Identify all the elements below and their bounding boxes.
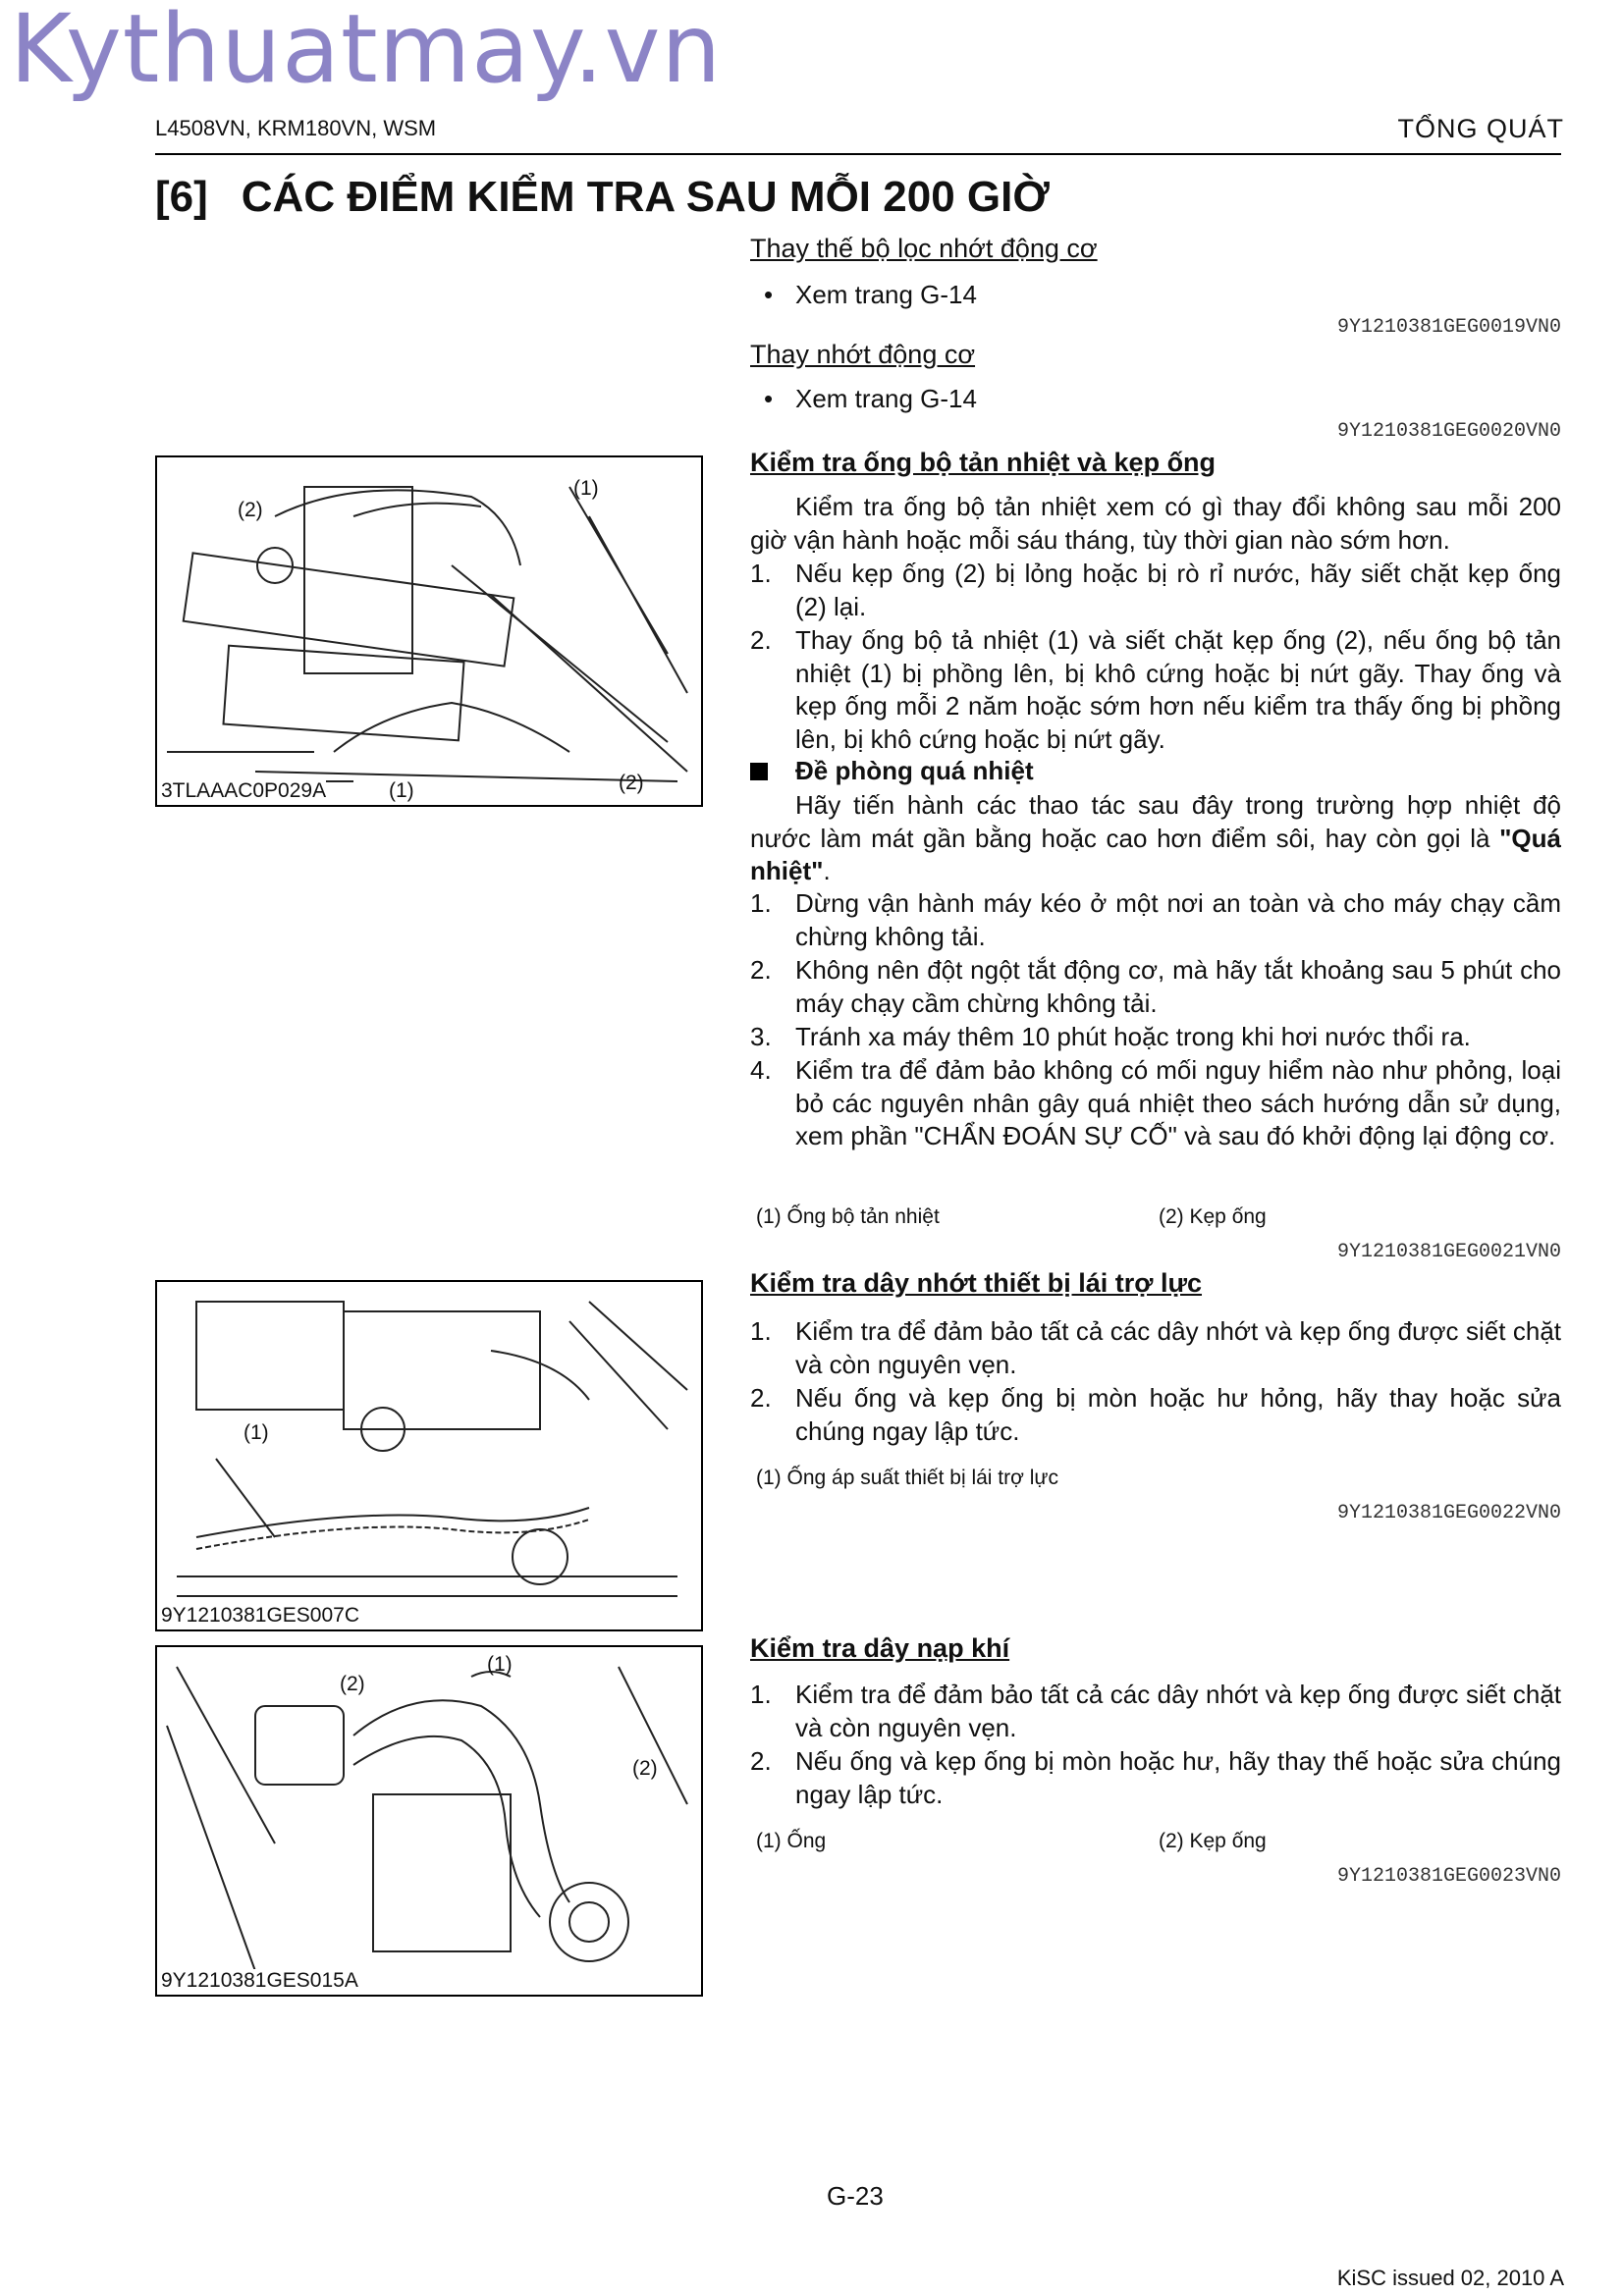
list-item [750, 887, 1561, 953]
list-number: 1. [750, 1680, 772, 1709]
list-item [750, 1021, 1561, 1054]
list-item-text: Xem trang G-14 [795, 280, 977, 309]
list-item [750, 1054, 1561, 1153]
section-heading-power-steering: Kiểm tra dây nhớt thiết bị lái trợ lực [750, 1268, 1203, 1298]
list-item-text: Kiểm tra để đảm bảo tất cả các dây nhớt và kẹp ống được siết chặt và còn nguyên vẹn. [795, 1316, 1561, 1379]
section-heading-oil-filter: Thay thế bộ lọc nhớt động cơ [750, 234, 1098, 263]
subheading-text: Đề phòng quá nhiệt [795, 756, 1034, 785]
legend-item: (1) Ống [756, 1830, 827, 1852]
list-number: 2. [750, 1383, 772, 1413]
overheat-intro: Hãy tiến hành các thao tác sau đây trong trường hợp nhiệt độ nước làm mát gần bằng hoặc cao hơn điểm sôi, hay còn gọi là [750, 790, 1561, 853]
intake-hose-drawing [157, 1647, 701, 1995]
callout-1-bottom: (1) [389, 779, 414, 802]
list-number: 1. [750, 559, 772, 588]
list-item [750, 279, 1561, 312]
figure-label: 9Y1210381GES015A [161, 1969, 358, 1992]
bullet: • [764, 280, 774, 309]
legend-item: (2) Kẹp ống [1159, 1205, 1267, 1228]
section-heading-engine-oil: Thay nhớt động cơ [750, 340, 976, 369]
watermark: Kythuatmay.vn [10, 0, 723, 104]
list-item [750, 954, 1561, 1020]
legend-item: (1) Ống áp suất thiết bị lái trợ lực [756, 1467, 1058, 1489]
header-model: L4508VN, KRM180VN, WSM [155, 116, 437, 140]
legend-item: (1) Ống bộ tản nhiệt [756, 1205, 940, 1228]
overheat-end: . [823, 856, 831, 885]
list-item-text: Thay ống bộ tả nhiệt (1) và siết chặt kẹp ống (2), nếu ống bộ tản nhiệt (1) bị phồng lên, bị khô cứng hoặc bị nứt gãy. Thay ống và kẹp ống mỗi 2 năm hoặc sớm hơn nếu kiểm tra thấy ống bị phồng lên, bị khô cứng hoặc bị nứt gãy. [795, 625, 1561, 754]
callout-2-left: (2) [340, 1673, 365, 1695]
figure-power-steering-hose [155, 1280, 703, 1631]
list-number: 4. [750, 1055, 772, 1085]
square-bullet-icon [750, 763, 768, 780]
section-code: 9Y1210381GEG0020VN0 [1336, 420, 1561, 443]
section-heading-radiator-hose: Kiểm tra ống bộ tản nhiệt và kẹp ống [750, 448, 1217, 477]
callout-1: (1) [487, 1653, 513, 1676]
section-code: 9Y1210381GEG0019VN0 [1336, 316, 1561, 339]
section-code: 9Y1210381GEG0023VN0 [1336, 1865, 1561, 1888]
list-number: 1. [750, 888, 772, 918]
figure-label: 3TLAAAC0P029A [161, 779, 327, 802]
list-item-text: Kiểm tra để đảm bảo không có mối nguy hiểm nào như phỏng, loại bỏ các nguyên nhân gây quá nhiệt theo sách hướng dẫn sử dụng, xem phần "CHẨN ĐOÁN SỰ CỐ" và sau đó khởi động lại động cơ. [795, 1055, 1561, 1150]
power-steering-drawing [157, 1282, 701, 1629]
list-item [750, 558, 1561, 623]
callout-2-right: (2) [632, 1757, 658, 1780]
list-number: 2. [750, 1746, 772, 1776]
title-text: CÁC ĐIỂM KIỂM TRA SAU MỖI 200 GIỜ [241, 173, 1050, 221]
figure-radiator-hose [155, 455, 703, 807]
list-item-text: Kiểm tra để đảm bảo tất cả các dây nhớt và kẹp ống được siết chặt và còn nguyên vẹn. [795, 1680, 1561, 1742]
header-rule [155, 153, 1561, 155]
figure-label: 9Y1210381GES007C [161, 1604, 359, 1627]
list-item [750, 383, 1561, 416]
title-number: [6] [155, 173, 208, 221]
section-heading-intake-hose: Kiểm tra dây nạp khí [750, 1633, 1010, 1663]
list-number: 2. [750, 625, 772, 655]
list-number: 3. [750, 1022, 772, 1051]
list-item-text: Tránh xa máy thêm 10 phút hoặc trong khi hơi nước thổi ra. [795, 1022, 1471, 1051]
paragraph-overheat [750, 789, 1561, 888]
list-number: 1. [750, 1316, 772, 1346]
callout-2-bottom: (2) [619, 772, 644, 794]
list-item-text: Dừng vận hành máy kéo ở một nơi an toàn và cho máy chạy cầm chừng không tải. [795, 888, 1561, 951]
list-number: 2. [750, 955, 772, 985]
list-item-text: Xem trang G-14 [795, 384, 977, 413]
list-item-text: Nếu kẹp ống (2) bị lỏng hoặc bị rò rỉ nước, hãy siết chặt kẹp ống (2) lại. [795, 559, 1561, 621]
list-item-text: Nếu ống và kẹp ống bị mòn hoặc hư hỏng, hãy thay hoặc sửa chúng ngay lập tức. [795, 1383, 1561, 1446]
callout-1: (1) [243, 1421, 269, 1444]
legend-item: (2) Kẹp ống [1159, 1830, 1267, 1852]
list-item [750, 1745, 1561, 1811]
bullet: • [764, 384, 774, 413]
header-section: TỔNG QUÁT [1397, 114, 1564, 143]
section-code: 9Y1210381GEG0021VN0 [1336, 1241, 1561, 1263]
list-item-text: Không nên đột ngột tắt động cơ, mà hãy tắt khoảng sau 5 phút cho máy chạy cầm chừng không tải. [795, 955, 1561, 1018]
page-number: G-23 [827, 2181, 884, 2211]
overheat-term: "Quá nhiệt" [750, 823, 1561, 885]
figure-intake-hose [155, 1645, 703, 1997]
section-code: 9Y1210381GEG0022VN0 [1336, 1502, 1561, 1524]
list-item [750, 1382, 1561, 1448]
list-item-text: Nếu ống và kẹp ống bị mòn hoặc hư, hãy thay thế hoặc sửa chúng ngay lập tức. [795, 1746, 1561, 1809]
list-item [750, 1315, 1561, 1381]
issue-note: KiSC issued 02, 2010 A [1336, 2266, 1564, 2290]
callout-1-top: (1) [573, 477, 599, 500]
subheading-overheat [750, 756, 1034, 786]
callout-2-top: (2) [238, 499, 263, 521]
page-title [155, 173, 1050, 222]
paragraph-intro: Kiểm tra ống bộ tản nhiệt xem có gì thay đổi không sau mỗi 200 giờ vận hành hoặc mỗi sáu tháng, tùy thời gian nào sớm hơn. [750, 492, 1561, 555]
list-item [750, 624, 1561, 756]
list-item [750, 1679, 1561, 1744]
